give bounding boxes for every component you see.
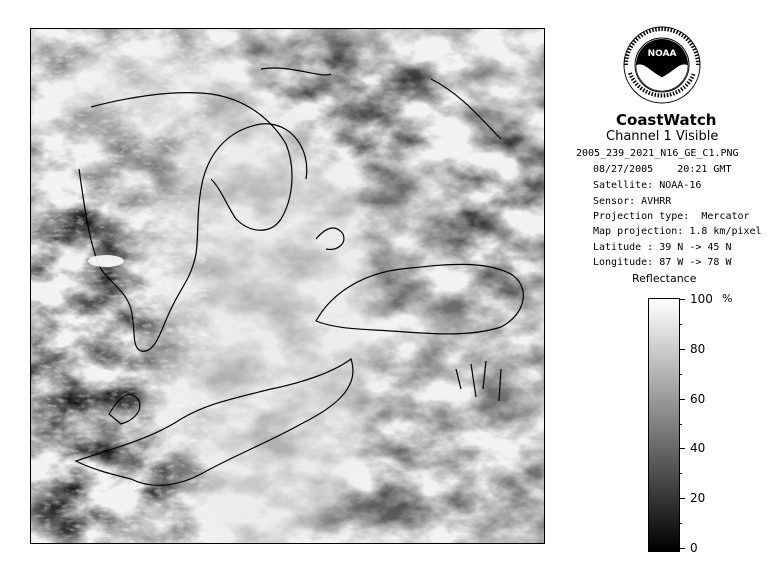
- cloud-cover: [31, 29, 544, 544]
- colorbar-unit: %: [722, 292, 733, 305]
- reflectance-colorbar: [648, 298, 680, 552]
- bright-patch: [88, 255, 124, 267]
- satellite-map: [30, 28, 545, 544]
- colorbar-tick-label: 0: [690, 541, 698, 555]
- page-title: CoastWatch: [616, 111, 717, 129]
- filename-text: 2005_239_2021_N16_GE_C1.PNG: [576, 148, 739, 159]
- colorbar-minor-tick: [679, 374, 682, 375]
- colorbar-minor-tick: [679, 424, 682, 425]
- colorbar-tick: [679, 349, 685, 350]
- colorbar-tick: [679, 498, 685, 499]
- colorbar-minor-tick: [679, 473, 682, 474]
- logo-text: NOAA: [647, 49, 677, 59]
- noaa-logo: [622, 25, 702, 105]
- colorbar-tick-label: 100: [690, 292, 713, 306]
- colorbar-label: Reflectance: [632, 272, 697, 285]
- colorbar-tick-label: 80: [690, 341, 706, 356]
- colorbar-tick: [679, 399, 685, 400]
- longitude-text: Longitude: 87 W -> 78 W: [593, 257, 732, 268]
- colorbar-tick-label: 40: [690, 441, 706, 456]
- colorbar-tick-label: 20: [690, 491, 706, 506]
- colorbar-tick: [679, 299, 685, 300]
- projection-type-text: Projection type: Mercator: [593, 211, 750, 222]
- satellite-text: Satellite: NOAA-16: [593, 180, 702, 191]
- sensor-text: Sensor: AVHRR: [593, 196, 672, 207]
- colorbar-tick: [679, 448, 685, 449]
- channel-subtitle: Channel 1 Visible: [606, 129, 719, 144]
- colorbar-tick: [679, 548, 685, 549]
- datetime-text: 08/27/2005 20:21 GMT: [593, 164, 732, 175]
- map-projection-text: Map projection: 1.8 km/pixel: [593, 226, 762, 237]
- colorbar-minor-tick: [679, 324, 682, 325]
- latitude-text: Latitude : 39 N -> 45 N: [593, 242, 732, 253]
- colorbar-minor-tick: [679, 523, 682, 524]
- colorbar-tick-label: 60: [690, 391, 706, 406]
